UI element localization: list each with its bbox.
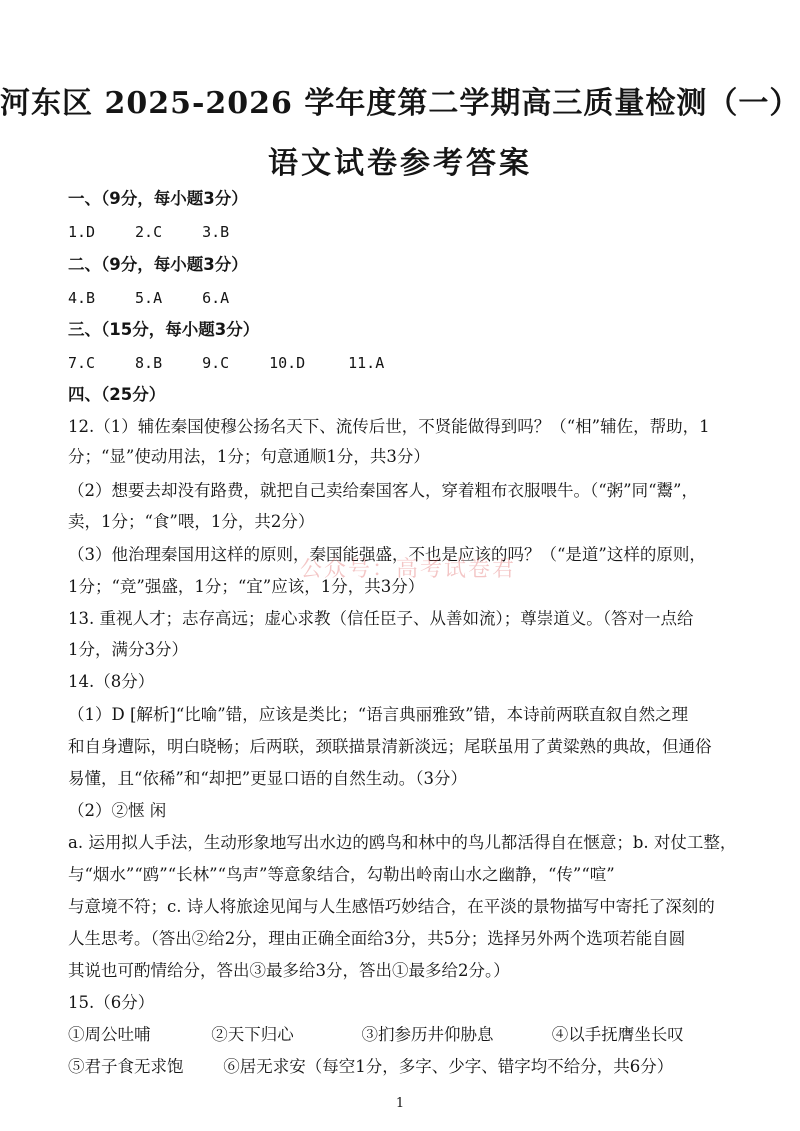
answer-7: 7.C [68, 354, 96, 372]
q14-line-8: 与意境不符；c. 诗人将旅途见闻与人生感悟巧妙结合，在平淡的景物描写中寄托了深刻的 [68, 897, 715, 916]
answer-8: 8.B [135, 354, 163, 372]
page-subtitle: 语文试卷参考答案 [268, 146, 532, 181]
section-2-answers [68, 287, 758, 309]
answer-1: 1.D [68, 223, 96, 241]
q14-line-5: （2）②惬 闲 [68, 801, 167, 820]
q15-blank-3: ③扪参历井仰胁息 [361, 1025, 494, 1044]
q12-line-3: （2）想要去却没有路费，就把自己卖给秦国客人，穿着粗布衣服喂牛。（“粥”同“鬻”， [68, 481, 698, 500]
answer-11: 11.A [348, 354, 385, 372]
q15-blank-4: ④以手抚膺坐长叹 [551, 1025, 684, 1044]
q12-line-2: 分；“显”使动用法，1分；句意通顺1分，共3分） [68, 447, 430, 466]
q14-line-7: 与“烟水”“鸥”“长林”“鸟声”等意象结合，勾勒出岭南山水之幽静，“传”“喧” [68, 865, 615, 884]
q15-row-1 [68, 1024, 758, 1046]
section-1-answers [68, 221, 758, 243]
section-4-heading: 四、（25分） [68, 385, 166, 404]
q15-blank-2: ②天下归心 [211, 1025, 294, 1044]
answer-5: 5.A [135, 289, 163, 307]
q13-line-1: 13. 重视人才；志存高远；虚心求教（信任臣子、从善如流）；尊崇道义。（答对一点给 [68, 609, 694, 628]
watermark: 公众号：高考试卷君 [300, 557, 517, 582]
q14-heading: 14.（8分） [68, 672, 155, 691]
q15-row-2 [68, 1056, 758, 1078]
section-3-heading: 三、（15分，每小题3分） [68, 320, 260, 339]
answer-6: 6.A [202, 289, 230, 307]
page-number: 1 [395, 1096, 405, 1111]
q12-line-5: （3）他治理秦国用这样的原则，秦国能强盛，不也是应该的吗？（“是道”这样的原则， [68, 545, 706, 564]
section-2-heading: 二、（9分，每小题3分） [68, 255, 248, 274]
q14-line-9: 人生思考。（答出②给2分，理由正确全面给3分，共5分；选择另外两个选项若能自圆 [68, 929, 686, 948]
answer-3: 3.B [202, 223, 230, 241]
q14-line-10: 其说也可酌情给分，答出③最多给3分，答出①最多给2分。） [68, 961, 510, 980]
q15-blank-6: ⑥居无求安（每空1分，多字、少字、错字均不给分，共6分） [223, 1057, 674, 1076]
q14-line-3: 和自身遭际，明白晓畅；后两联，颈联描景清新淡远；尾联虽用了黄粱熟的典故，但通俗 [68, 737, 712, 756]
q14-line-6: a. 运用拟人手法，生动形象地写出水边的鸥鸟和林中的鸟儿都活得自在惬意；b. 对仗工整， [68, 833, 737, 852]
q12-line-6: 1分；“竞”强盛，1分；“宜”应该，1分，共3分） [68, 577, 425, 596]
q15-blank-1: ①周公吐哺 [68, 1025, 151, 1044]
q13-line-2: 1分，满分3分） [68, 640, 188, 659]
answer-9: 9.C [202, 354, 230, 372]
q15-heading: 15.（6分） [68, 993, 155, 1012]
q14-line-4: 易懂，且“依稀”和“却把”更显口语的自然生动。（3分） [68, 769, 467, 788]
section-1-heading: 一、（9分，每小题3分） [68, 189, 248, 208]
answer-2: 2.C [135, 223, 163, 241]
q12-line-4: 卖，1分；“食”喂，1分，共2分） [68, 512, 315, 531]
q14-line-2: （1）D [解析]“比喻”错，应该是类比；“语言典丽雅致”错，本诗前两联直叙自然之理 [68, 705, 689, 724]
answer-10: 10.D [269, 354, 306, 372]
q12-line-1: 12.（1）辅佐秦国使穆公扬名天下、流传后世，不贤能做得到吗？（“相”辅佐，帮助，1 [68, 417, 710, 436]
q15-blank-5: ⑤君子食无求饱 [68, 1057, 184, 1076]
section-3-answers [68, 352, 758, 374]
page-title: 河东区 2025-2026 学年度第二学期高三质量检测（一） [0, 86, 800, 121]
answer-4: 4.B [68, 289, 96, 307]
